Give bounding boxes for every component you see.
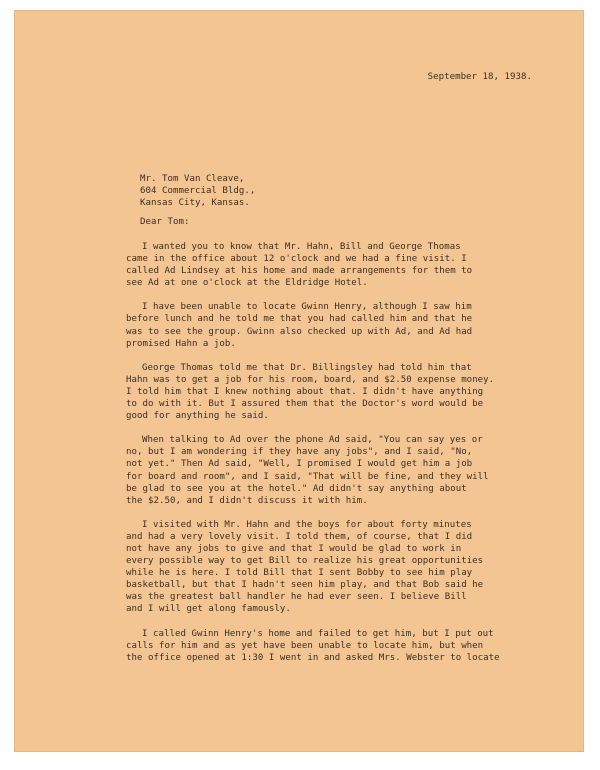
- recipient-street: 604 Commercial Bldg.,: [140, 186, 256, 197]
- paragraph-line: and had a very lovely visit. I told them, of course, that I did: [126, 531, 473, 542]
- paragraph-line: called Ad Lindsey at his home and made arrangements for them to: [126, 266, 473, 277]
- paragraph-line: not yet." Then Ad said, "Well, I promised I would get him a job: [126, 459, 473, 470]
- letter-date: September 18, 1938.: [427, 72, 532, 82]
- paragraph-line: When talking to Ad over the phone Ad said, "You can say yes or: [142, 435, 483, 446]
- letter-body: [126, 241, 546, 676]
- paragraph: [126, 628, 546, 664]
- paragraph-line: not have any jobs to give and that I would be glad to work in: [126, 543, 462, 554]
- recipient-name: Mr. Tom Van Cleave,: [140, 174, 245, 184]
- letter: [14, 10, 584, 752]
- paragraph-line: the $2.50, and I didn't discuss it with him.: [126, 495, 368, 506]
- recipient-city: Kansas City, Kansas.: [140, 198, 250, 209]
- paragraph-line: I have been unable to locate Gwinn Henry, although I saw him: [142, 302, 472, 313]
- paragraph-line: to do with it. But I assured them that the Doctor's word would be: [126, 399, 484, 410]
- paragraph-line: was the greatest ball handler he had ever seen. I believe Bill: [126, 592, 467, 603]
- paragraph-line: no, but I am wondering if they have any jobs", and I said, "No,: [126, 447, 473, 458]
- paragraph-line: good for anything he said.: [126, 411, 269, 422]
- paragraph-line: I wanted you to know that Mr. Hahn, Bill and George Thomas: [142, 242, 461, 252]
- paragraph-line: Hahn was to get a job for his room, board, and $2.50 expense money.: [126, 374, 495, 385]
- paragraph-line: George Thomas told me that Dr. Billingsley had told him that: [142, 362, 472, 373]
- paragraph: [126, 362, 546, 422]
- paragraph-line: came in the office about 12 o'clock and we had a fine visit. I: [126, 254, 467, 265]
- paragraph-line: basketball, but that I hadn't seen him play, and that Bob said he: [126, 580, 484, 591]
- paragraph-line: calls for him and as yet have been unable to locate him, but when: [126, 640, 484, 651]
- recipient-address: [140, 173, 255, 209]
- paragraph: [126, 301, 546, 349]
- paragraph-line: I called Gwinn Henry's home and failed to get him, but I put out: [142, 628, 494, 639]
- paragraph-line: was to see the group. Gwinn also checked up with Ad, and Ad had: [126, 326, 473, 337]
- paragraph-line: I visited with Mr. Hahn and the boys for about forty minutes: [142, 519, 472, 530]
- paragraph-line: before lunch and he told me that you had called him and that he: [126, 314, 473, 325]
- paragraph: [126, 519, 546, 616]
- salutation: Dear Tom:: [140, 217, 190, 227]
- letter-page: [14, 10, 584, 752]
- paragraph-line: promised Hahn a job.: [126, 338, 236, 349]
- paragraph-line: every possible way to get Bill to realize his great opportunities: [126, 556, 484, 567]
- paragraph-line: see Ad at one o'clock at the Eldridge Hotel.: [126, 278, 368, 289]
- paragraph: [126, 434, 546, 507]
- paragraph: [126, 241, 546, 289]
- paragraph-line: for board and room", and I said, "That will be fine, and they will: [126, 471, 489, 482]
- paragraph-line: while he is here. I told Bill that I sent Bobby to see him play: [126, 568, 473, 579]
- paragraph-line: and I will get along famously.: [126, 604, 291, 615]
- paragraph-line: I told him that I knew nothing about that. I didn't have anything: [126, 386, 484, 397]
- paragraph-line: be glad to see you at the hotel." Ad didn't say anything about: [126, 483, 467, 494]
- paragraph-line: the office opened at 1:30 I went in and asked Mrs. Webster to locate: [126, 652, 500, 663]
